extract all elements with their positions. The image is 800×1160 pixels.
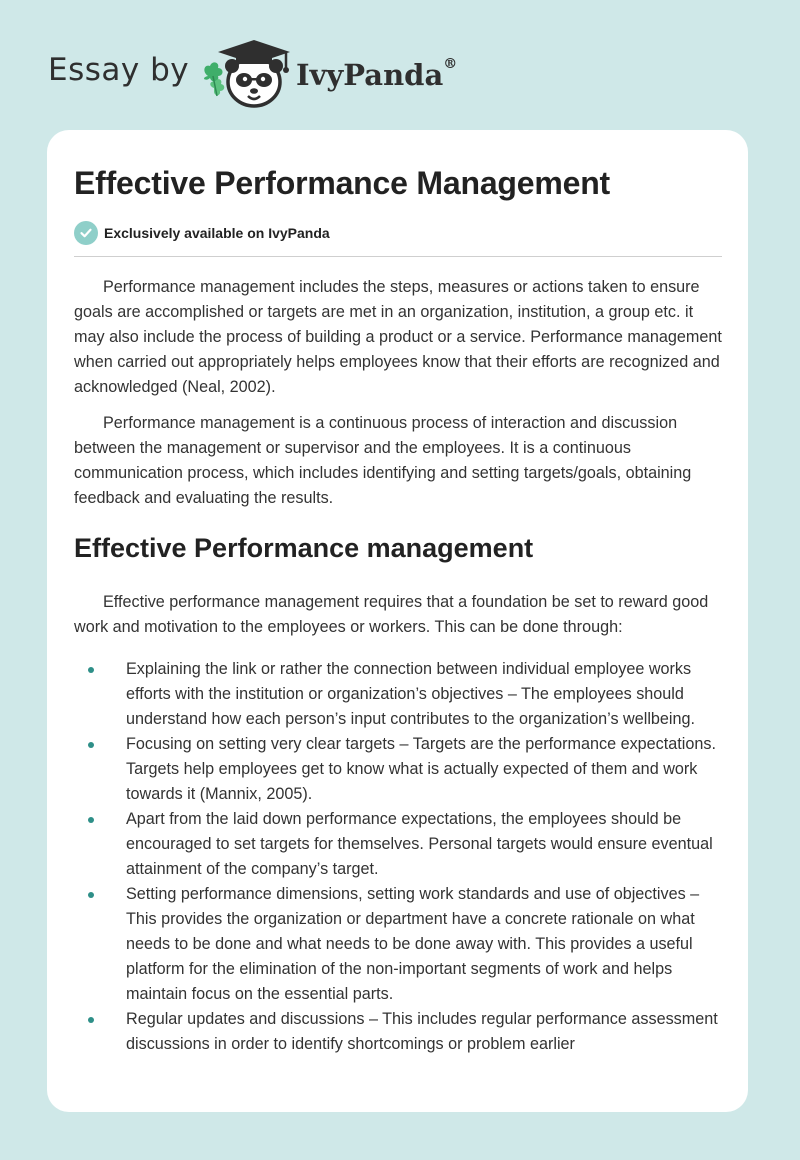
site-header xyxy=(48,34,648,114)
bullet-dot xyxy=(88,742,94,748)
registered-mark: ® xyxy=(443,56,458,72)
list-item-text: Focusing on setting very clear targets – Targets are the performance expectations. Targets help employees get to know what is actually expected of them and work towards it (Mannix, 2005). xyxy=(126,735,716,803)
bullet-dot xyxy=(88,892,94,898)
check-circle-icon xyxy=(74,221,98,245)
bullet-dot xyxy=(88,817,94,823)
list-item xyxy=(74,1007,722,1057)
exclusive-badge xyxy=(74,220,722,246)
section-heading: Effective Performance management xyxy=(74,533,534,563)
list-item-text: Setting performance dimensions, setting work standards and use of objectives – This provides the organization or department have a concrete rationale on what needs to be done and what needs to be done away with. This provides a useful platform for the elimination of the non-important segments of work and helps maintain focus on the essential parts. xyxy=(126,885,700,1003)
list-item xyxy=(74,657,722,732)
bullet-list xyxy=(74,657,722,1057)
paragraph-1: Performance management includes the steps, measures or actions taken to ensure goals are accomplished or targets are met in an organization, institution, a group etc. it may also include the process of building a product or a service. Performance management when carried out appropriately helps employees know that their efforts are recognized and acknowledged (Neal, 2002). xyxy=(74,278,722,396)
list-item xyxy=(74,732,722,807)
list-item-text: Apart from the laid down performance expectations, the employees should be encouraged to set targets for themselves. Personal targets would ensure eventual attainment of the company’s target. xyxy=(126,810,713,878)
article-card xyxy=(47,130,748,1112)
paragraph-2: Performance management is a continuous process of interaction and discussion between the management or supervisor and the employees. It is a continuous communication process, which includes identifying and setting targets/goals, obtaining feedback and evaluating the results. xyxy=(74,414,692,507)
list-item xyxy=(74,882,722,1007)
list-item-text: Explaining the link or rather the connection between individual employee works efforts with the institution or organization’s objectives – The employees should understand how each person’s input contributes to the organization’s wellbeing. xyxy=(126,660,696,728)
divider xyxy=(74,256,722,257)
brand-text: IvyPanda xyxy=(296,58,444,92)
section-intro: Effective performance management requires that a foundation be set to reward good work and motivation to the employees or workers. This can be done through: xyxy=(74,593,709,636)
bullet-dot xyxy=(88,1017,94,1023)
exclusive-badge-text: Exclusively available on IvyPanda xyxy=(104,225,330,241)
list-item-text: Regular updates and discussions – This includes regular performance assessment discussions in order to identify shortcomings or problem earlier xyxy=(126,1010,718,1053)
essay-by-label: Essay by xyxy=(48,52,190,88)
panda-graduate-icon[interactable] xyxy=(200,36,292,110)
page-title: Effective Performance Management xyxy=(74,165,611,201)
bullet-dot xyxy=(88,667,94,673)
list-item xyxy=(74,807,722,882)
brand-name[interactable] xyxy=(296,58,457,92)
